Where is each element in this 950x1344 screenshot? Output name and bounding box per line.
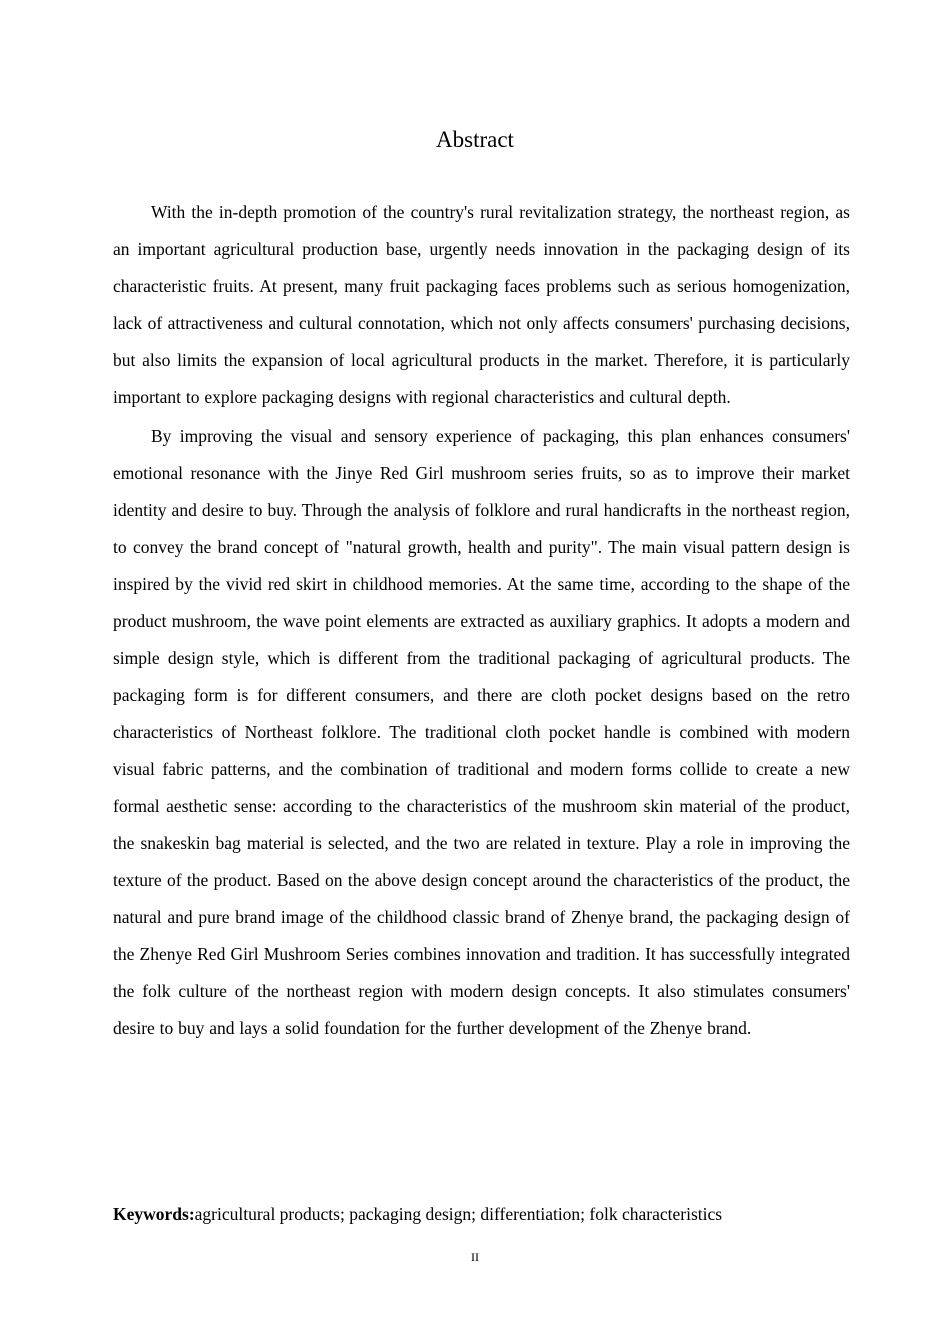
keywords-text: agricultural products; packaging design; differentiation; folk characteristics xyxy=(194,1204,723,1224)
keywords-label: Keywords: xyxy=(113,1204,195,1224)
abstract-body xyxy=(113,194,850,1047)
page-number: II xyxy=(471,1250,479,1264)
abstract-paragraph-1: With the in-depth promotion of the country's rural revitalization strategy, the northeast region, as an important agricultural production base, urgently needs innovation in the packaging design of its characteristic fruits. At present, many fruit packaging faces problems such as serious homogenization, lack of attractiveness and cultural connotation, which not only affects consumers' purchasing decisions, but also limits the expansion of local agricultural products in the market. Therefore, it is particularly important to explore packaging designs with regional characteristics and cultural depth. xyxy=(113,202,850,407)
abstract-title: Abstract xyxy=(436,127,514,152)
abstract-paragraph-2: By improving the visual and sensory experience of packaging, this plan enhances consumers' emotional resonance with the Jinye Red Girl mushroom series fruits, so as to improve their market identity and desire to buy. Through the analysis of folklore and rural handicrafts in the northeast region, to convey the brand concept of "natural growth, health and purity". The main visual pattern design is inspired by the vivid red skirt in childhood memories. At the same time, according to the shape of the product mushroom, the wave point elements are extracted as auxiliary graphics. It adopts a modern and simple design style, which is different from the traditional packaging of agricultural products. The packaging form is for different consumers, and there are cloth pocket designs based on the retro characteristics of Northeast folklore. The traditional cloth pocket handle is combined with modern visual fabric patterns, and the combination of traditional and modern forms collide to create a new formal aesthetic sense: according to the characteristics of the mushroom skin material of the product, the snakeskin bag material is selected, and the two are related in texture. Play a role in improving the texture of the product. Based on the above design concept around the characteristics of the product, the natural and pure brand image of the childhood classic brand of Zhenye brand, the packaging design of the Zhenye Red Girl Mushroom Series combines innovation and tradition. It has successfully integrated the folk culture of the northeast region with modern design concepts. It also stimulates consumers' desire to buy and lays a solid foundation for the further development of the Zhenye brand. xyxy=(113,426,850,1038)
keywords-line xyxy=(113,1198,850,1230)
